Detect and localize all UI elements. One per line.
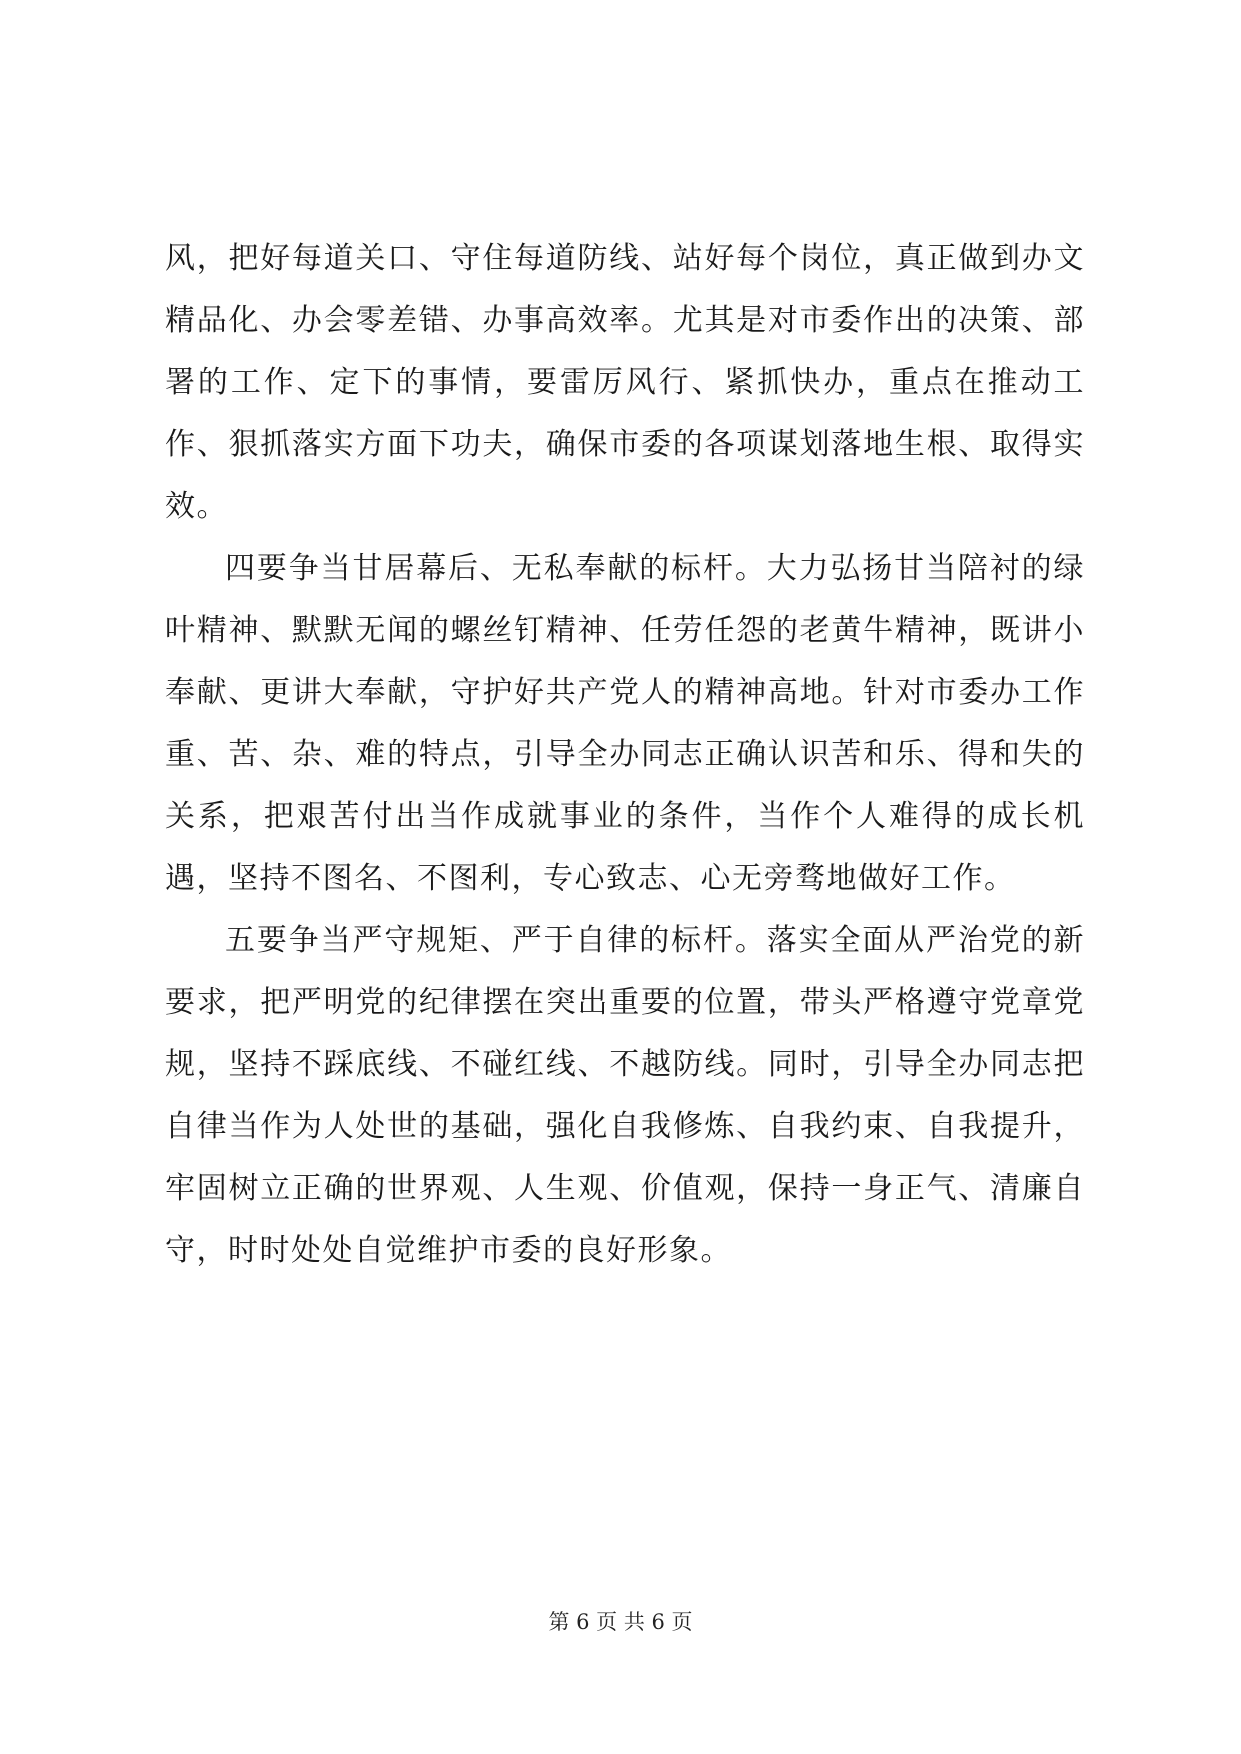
paragraph-continuation: 风，把好每道关口、守住每道防线、站好每个岗位，真正做到办文精品化、办会零差错、办事高效率。尤其是对市委作出的决策、部署的工作、定下的事情，要雷厉风行、紧抓快办，重点在推动工作、狠抓落实方面下功夫，确保市委的各项谋划落地生根、取得实效。 <box>165 241 1085 524</box>
paragraph-point-four: 四要争当甘居幕后、无私奉献的标杆。大力弘扬甘当陪衬的绿叶精神、默默无闻的螺丝钉精神、任劳任怨的老黄牛精神，既讲小奉献、更讲大奉献，守护好共产党人的精神高地。针对市委办工作重、苦、杂、难的特点，引导全办同志正确认识苦和乐、得和失的关系，把艰苦付出当作成就事业的条件，当作个人难得的成长机遇，坚持不图名、不图利，专心致志、心无旁骛地做好工作。 <box>165 551 1085 896</box>
paragraph-point-five: 五要争当严守规矩、严于自律的标杆。落实全面从严治党的新要求，把严明党的纪律摆在突出重要的位置，带头严格遵守党章党规，坚持不踩底线、不碰红线、不越防线。同时，引导全办同志把自律当作为人处世的基础，强化自我修炼、自我约束、自我提升，牢固树立正确的世界观、人生观、价值观，保持一身正气、清廉自守，时时处处自觉维护市委的良好形象。 <box>165 923 1085 1268</box>
document-body <box>165 228 1085 1282</box>
page-number-footer: 第 6 页 共 6 页 <box>548 1610 693 1634</box>
